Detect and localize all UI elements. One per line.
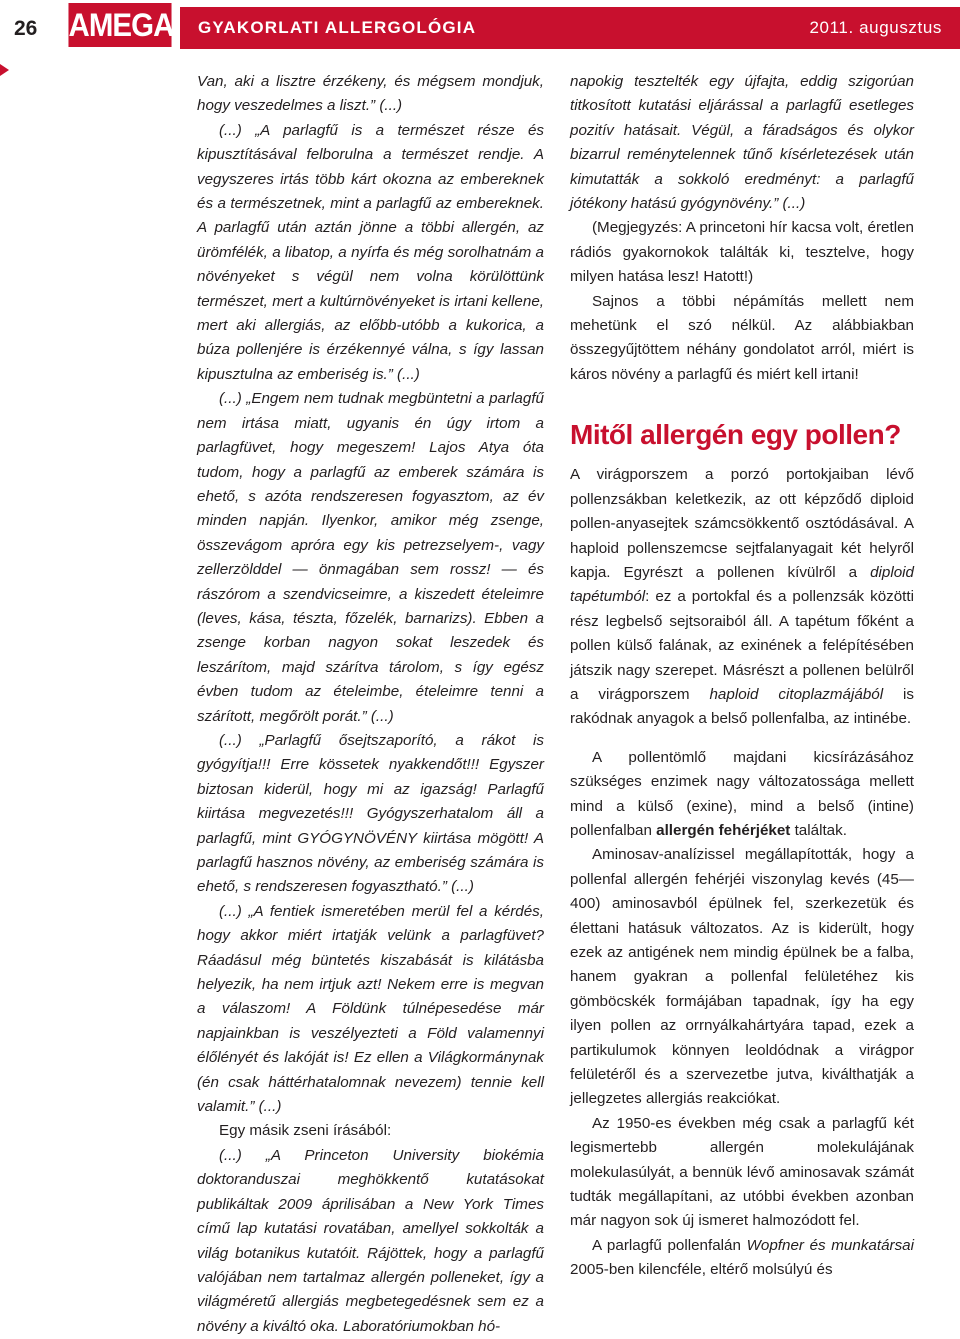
right-column [570, 70, 914, 1283]
page-header [0, 0, 960, 56]
text-run: napokig tesztelték egy újfajta, eddig szigorúan titkosított kutatási eljárással a parlagfű esetleges pozitív hatásait. Végül, a fáradságos és olykor bizarrul reménytelennek tűnő kísérletezések után kimutatták a sokkoló eredményt: a parlagfű jótékony hatású gyógynövény.” (...) [570, 73, 914, 213]
paragraph [197, 729, 544, 900]
paragraph [197, 900, 544, 1120]
text-run: A parlagfű pollenfalán [592, 1236, 747, 1254]
arrow-marker-icon [0, 64, 9, 76]
text-run: Egy másik zseni írásából: [219, 1122, 392, 1140]
text-run: találtak. [790, 821, 847, 839]
text-run: 2005-ben kilencféle, eltérő molsúlyú és [570, 1261, 833, 1279]
paragraph [197, 70, 544, 119]
text-run: Wopfner és munkatársai [746, 1236, 914, 1254]
text-run: diploid tapétumból [570, 563, 914, 606]
paragraph [570, 1112, 914, 1234]
right-column-bottom [570, 463, 914, 1282]
text-run: Aminosav-analízissel megállapították, hogy a pollenfal allergén fehérjéi viszonylag kevés (45—400) aminosavból épülnek fel, szerkezetük és élettani hatásuk változatos. Az is kiderült, hogy ezek az antigének nem mindig épülnek be a falba, hanem gyakran a pollenfal felületéhez kis gömböcskék formájában tapadnak, így ha egy ilyen pollen az orrnyálkahártyára tapad, ezek a partikulumok könnyen leoldódnak a virágpor felületéről és a szervezetbe jutva, kiválthatják a jellegzetes allergiás reakciókat. [570, 846, 914, 1108]
section-bar [180, 7, 960, 49]
issue-date: 2011. augusztus [809, 18, 942, 37]
paragraph [570, 216, 914, 289]
section-title: GYAKORLATI ALLERGOLÓGIA [198, 18, 477, 37]
text-run: Az 1950-es években még csak a parlagfű két legismertebb allergén molekulájának molekulasúlyát, a bennük lévő aminosavak számát tudták megállapítani, az utóbbi években azonban már nagyon sok új ismeret halmozódott fel. [570, 1114, 914, 1230]
paragraph [570, 463, 914, 731]
page-number: 26 [14, 17, 38, 40]
paragraph [570, 746, 914, 844]
paragraph [197, 1119, 544, 1143]
text-run: (...) „A Princeton University biokémia doktoranduszai meghökkentő kutatásokat publikáltak 2009 áprilisában a New York Times című lap kutatási rovatában, amellyel sokkolták a világ botanikus kutatóit. Rájöttek, hogy a parlagfű valójában nem tartalmaz allergén polleneket, így a világméretű allergiás megbetegedésnek sem ez a növény a kiváltó oka. Laboratóriumokban hó- [197, 1146, 544, 1335]
text-run: A virágporszem a porzó portokjaiban lévő pollenzsákban keletkezik, az ott képződő diploid pollen-anyasejtek számcsökkentő osztódásával. A haploid pollenszemcse sejtfalanyagait két helyről kapja. Egyrészt a pollenen kívülről a [570, 466, 914, 581]
text-run: Sajnos a többi népámítás mellett nem mehetünk el szó nélkül. Az alábbiakban összegyűjtöttem néhány gondolatot arról, miért is káros növény a parlagfű és miért kell irtani! [570, 292, 914, 383]
magazine-logo: AMEGA [68, 3, 171, 47]
paragraph [197, 387, 544, 729]
paragraph [570, 70, 914, 216]
right-column-top [570, 70, 914, 387]
text-run: (...) „A parlagfű is a természet része és kipusztításával felborulna a természet rendje. A vegyszeres irtás több kárt okozna az embereknek és a természetnek, mint a parlagfű az embereknek. A parlagfű után aztán jönne a többi allergén, az ürömfélék, a libatop, a nyírfa és még sorolhatnám a növényeket s végül nem volna körülöttünk természet, mert a kultúrnövényeket is irtani kellene, mert aki allergiás, az előbb-utóbb a kukorica, a búza pollenjére is érzékennyé válna, s így lassan kipusztulna az emberiség is.” (...) [197, 121, 544, 383]
paragraph [570, 1234, 914, 1283]
text-run: haploid citoplazmájából [709, 685, 884, 703]
paragraph [197, 119, 544, 387]
paragraph [570, 290, 914, 388]
text-run: Van, aki a lisztre érzékeny, és mégsem mondjuk, hogy veszedelmes a liszt.” (...) [197, 73, 544, 115]
text-run: A pollentömlő majdani kicsírázásához szükséges enzimek nagy változatossága mellett mind a külső (exine), mind a belső (intine) pollenfalban [570, 748, 914, 839]
paragraph [570, 843, 914, 1111]
text-run: allergén fehérjéket [656, 821, 791, 839]
text-run: (Megjegyzés: A princetoni hír kacsa volt, éretlen rádiós gyakornokok találták ki, tesztelve, hogy milyen hatása lesz! Hatott!) [570, 219, 914, 286]
paragraph [197, 1144, 544, 1339]
text-run: (...) „Engem nem tudnak megbüntetni a parlagfű nem irtása miatt, ugyanis én úgy irtom a parlagfüvet, hogy megeszem! Lajos Atya óta tudom, hogy a parlagfű az emberek számára is ehető, s azóta rendszeresen fogyasztom, az év minden napján. Ilyenkor, amikor még zsenge, összevágom apróra egy kis petrezselyem-, vagy zellerzölddel — önmagában sem rossz! — és rászórom a szendvicseimre, a kiszedett ételeimre (leves, kása, tészta, főzelék, barnarizs). Ebben a zsenge korban nagyon sokat leszedek és leszárítom, majd szárítva tárolom, s így egész évben tudom az ételeimbe, ételeimre tenni a szárított, megőrölt porát.” (...) [197, 390, 544, 725]
text-run: (...) „A fentiek ismeretében merül fel a kérdés, hogy akkor miért irtatják velünk a parlagfüvet? Ráadásul még büntetés kiszabását is kilátásba helyezik, ha nem irtjuk azt! Nekem erre is megvan a válaszom! A Földünk túlnépesedése már napjainkban is veszélyezteti a Föld valamennyi élőlényét és lakóját is! Ez ellen a Világkormánynak (én csak háttérhatalomnak nevezem) tennie kell valamit.” (...) [197, 902, 544, 1116]
section-heading: Mitől allergén egy pollen? [570, 419, 901, 451]
text-run: : ez a portokfal és a pollenzsák közötti rész legbelső sejtsoraiból áll. A tapétum főként a pollen külső falának, az exinének a felépítésében játszik nagy szerepet. Másrészt a pollenen belülről a virágporszem [570, 588, 914, 703]
left-column [197, 70, 544, 1339]
text-run: is rakódnak anyagok a belső pollenfalba, az intinébe. [570, 685, 914, 728]
text-run: (...) „Parlagfű ősejtszaporító, a rákot is gyógyítja!!! Erre kössetek nyakkendőt!!! Egyszer biztosan kiderül, hogy mi az igazság! Parlagfű kiirtása megvezetés!!! Gyógyszerhatalom áll a parlagfű, mint GYÓGYNÖVÉNY kiirtása mögött! A parlagfű hasznos növény, az emberiség számára is ehető, s rendszeresen fogyasztható.” (...) [197, 731, 544, 896]
